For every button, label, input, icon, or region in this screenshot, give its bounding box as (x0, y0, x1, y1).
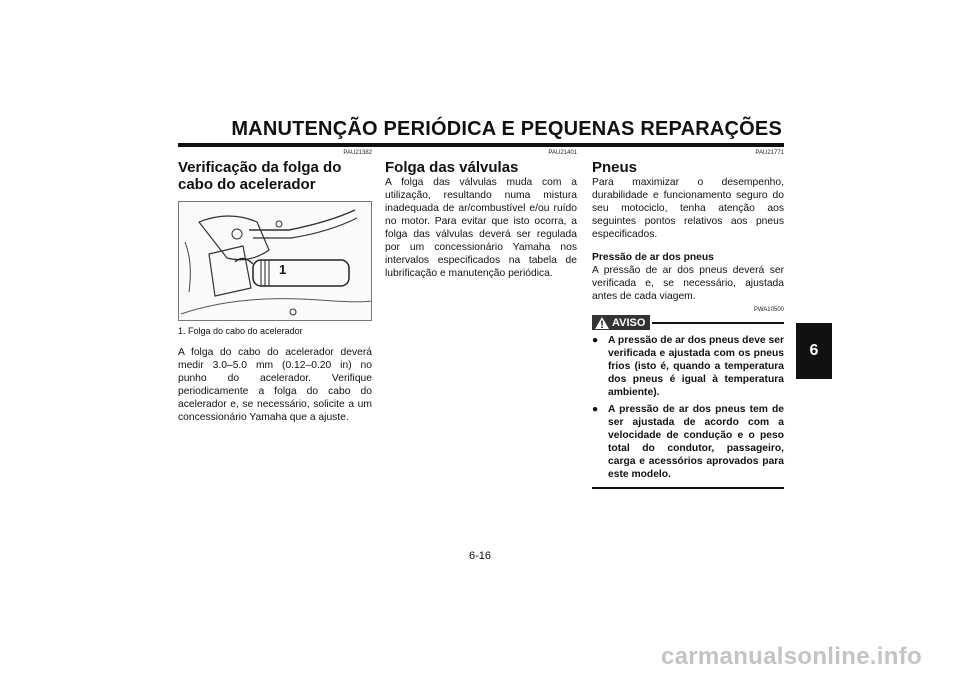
middle-column (385, 150, 577, 280)
watermark: carmanualsonline.info (660, 643, 922, 670)
section-heading: Pneus (592, 159, 638, 176)
header-rule (178, 143, 784, 147)
section-code: PAU21382 (343, 150, 372, 156)
warning-item (592, 334, 784, 399)
figure-caption: 1. Folga do cabo do acelerador (178, 326, 303, 336)
warning-item (592, 403, 784, 481)
section-heading: Folga das válvulas (385, 159, 519, 176)
warning-text: A pressão de ar dos pneus tem de ser ajustada de acordo com a velocidade de condução e o peso total do condutor, passageiro, carga e acessórios aprovados para este modelo. (608, 404, 784, 480)
figure-callout: 1 (279, 262, 287, 277)
section-body: Para maximizar o desempenho, durabilidade e funcionamento seguro do seu motociclo, tenha atenção aos seguintes pontos relativos aos pneus especificados. (592, 177, 784, 240)
warning-badge (592, 315, 650, 330)
warning-text: A pressão de ar dos pneus deve ser verificada e ajustada com os pneus frios (isto é, quando a temperatura dos pneus é igual à temperatura ambiente). (608, 335, 784, 398)
bullet-icon: ● (592, 335, 599, 346)
section-body: A folga das válvulas muda com a utilização, resultando numa mistura inadequada de ar/combustível e/ou ruído no motor. Para evitar que isto ocorra, a folga das válvulas deverá ser regulada por um concessionário Yamaha nos intervalos especificados na tabela de lubrificação e manutenção periódica. (385, 177, 577, 279)
section-code: PAU21401 (548, 150, 577, 156)
warning-triangle-icon (595, 317, 609, 329)
left-column (178, 150, 372, 424)
throttle-grip-illustration (179, 202, 371, 320)
warning-rule (652, 322, 784, 324)
warning-header (592, 315, 784, 330)
section-body: A folga do cabo do acelerador deverá medir 3.0–5.0 mm (0.12–0.20 in) no punho do acelerador. Verifique periodicamente a folga do cabo do acelerador e, se necessário, solicite a um concessionário Yamaha que a ajuste. (178, 347, 372, 423)
bullet-icon: ● (592, 404, 599, 415)
warning-end-rule (592, 487, 784, 489)
chapter-tab: 6 (796, 323, 832, 379)
throttle-cable-figure (178, 201, 372, 321)
page-number: 6-16 (468, 550, 492, 562)
subsection-heading: Pressão de ar dos pneus (592, 252, 714, 263)
page-header-title: MANUTENÇÃO PERIÓDICA E PEQUENAS REPARAÇÕES (231, 118, 782, 140)
right-column (592, 150, 784, 489)
warning-label: AVISO (612, 316, 646, 329)
section-heading: Verificação da folga do cabo do acelerador (178, 159, 342, 193)
subsection-body: A pressão de ar dos pneus deverá ser verificada e, se necessário, ajustada antes de cada viagem. (592, 265, 784, 302)
warning-code: PWA10500 (753, 307, 784, 313)
section-code: PAU21771 (755, 150, 784, 156)
